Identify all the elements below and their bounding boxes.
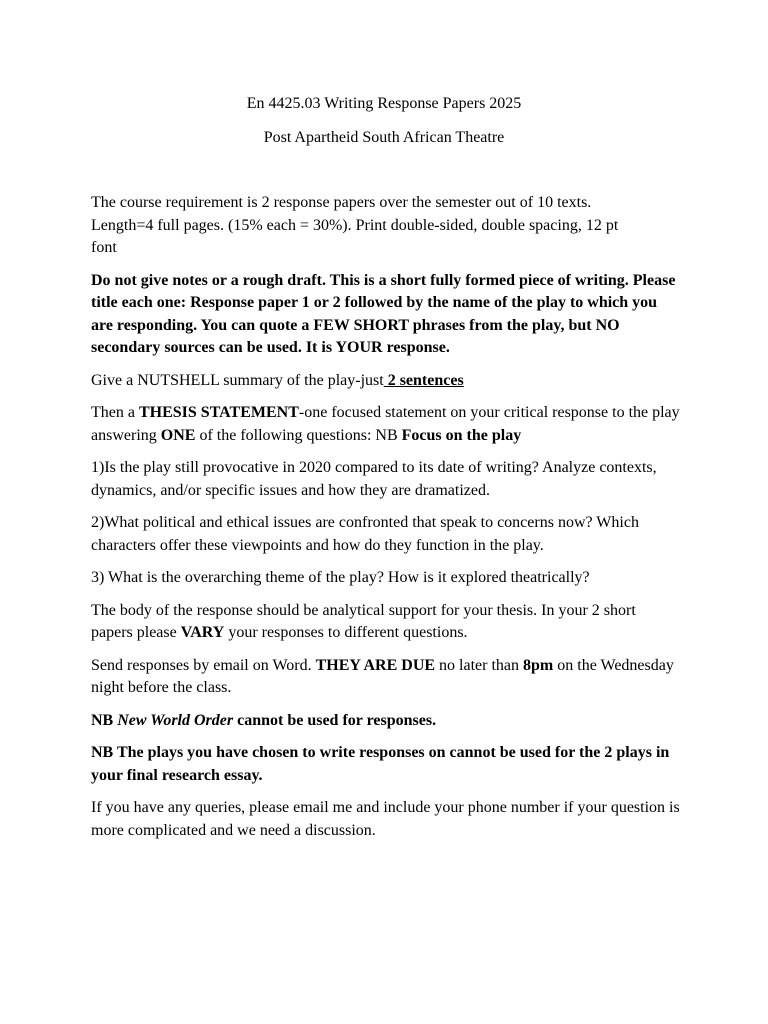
- document-subtitle: Post Apartheid South African Theatre: [263, 129, 505, 146]
- body-support-text-1: The body of the response should be analytical support for your thesis. In your 2 short papers please: [91, 601, 636, 641]
- body-support-text-2: your responses to different questions.: [224, 624, 468, 641]
- deadline-text-3: on the Wednesday night before the class.: [91, 656, 674, 696]
- thesis-statement-label: THESIS STATEMENT: [138, 404, 299, 421]
- nwo-play-title: New World Order: [117, 711, 234, 729]
- nwo-prefix: NB: [91, 711, 118, 729]
- thesis-text-2: -one focused statement on your critical response to the play answering: [91, 404, 680, 444]
- document-body: [91, 192, 681, 852]
- nwo-suffix: cannot be used for responses.: [233, 711, 437, 729]
- thesis-text-1: Then a: [91, 404, 139, 421]
- course-requirement-paragraph: [91, 192, 681, 260]
- vary-label: VARY: [180, 624, 225, 641]
- thesis-one-label: ONE: [160, 426, 196, 444]
- new-world-order-note: [91, 710, 681, 733]
- document-title: En 4425.03 Writing Response Papers 2025: [246, 95, 522, 112]
- requirement-line-3: font: [91, 239, 117, 256]
- focus-on-play-label: Focus on the play: [401, 426, 522, 444]
- deadline-text-1: Send responses by email on Word.: [91, 656, 316, 674]
- question-2: 2)What political and ethical issues are confronted that speak to concerns now? Which characters offer these viewpoints and how do they function in the play.: [91, 514, 639, 554]
- queries-paragraph: If you have any queries, please email me and include your phone number if your question is more complicated and we need a discussion.: [91, 799, 680, 839]
- plays-restriction-note: NB The plays you have chosen to write responses on cannot be used for the 2 plays in your final research essay.: [91, 744, 670, 784]
- due-label: THEY ARE DUE: [315, 656, 436, 674]
- thesis-text-3: of the following questions: NB: [195, 426, 402, 444]
- body-support-paragraph: [91, 600, 681, 645]
- nutshell-text: Give a NUTSHELL summary of the play-just: [91, 371, 384, 389]
- thesis-paragraph: [91, 402, 681, 447]
- deadline-text-2: no later than: [435, 656, 524, 674]
- deadline-paragraph: [91, 655, 681, 700]
- question-1: 1)Is the play still provocative in 2020 compared to its date of writing? Analyze contexts, dynamics, and/or specific issues and how they are dramatized.: [91, 459, 657, 499]
- nutshell-paragraph: [91, 370, 681, 393]
- requirement-line-1: The course requirement is 2 response papers over the semester out of 10 texts.: [91, 194, 592, 211]
- requirement-line-2: Length=4 full pages. (15% each = 30%). Print double-sided, double spacing, 12 pt: [91, 216, 619, 234]
- due-time: 8pm: [523, 656, 554, 674]
- rules-paragraph: Do not give notes or a rough draft. This is a short fully formed piece of writing. Please title each one: Response paper 1 or 2 followed by the name of the play to which you are responding. You can quote a FEW SHORT phrases from the play, but NO secondary sources can be used. It is YOUR response.: [91, 271, 676, 356]
- nutshell-emphasis: 2 sentences: [383, 371, 464, 389]
- question-3: 3) What is the overarching theme of the play? How is it explored theatrically?: [91, 569, 590, 586]
